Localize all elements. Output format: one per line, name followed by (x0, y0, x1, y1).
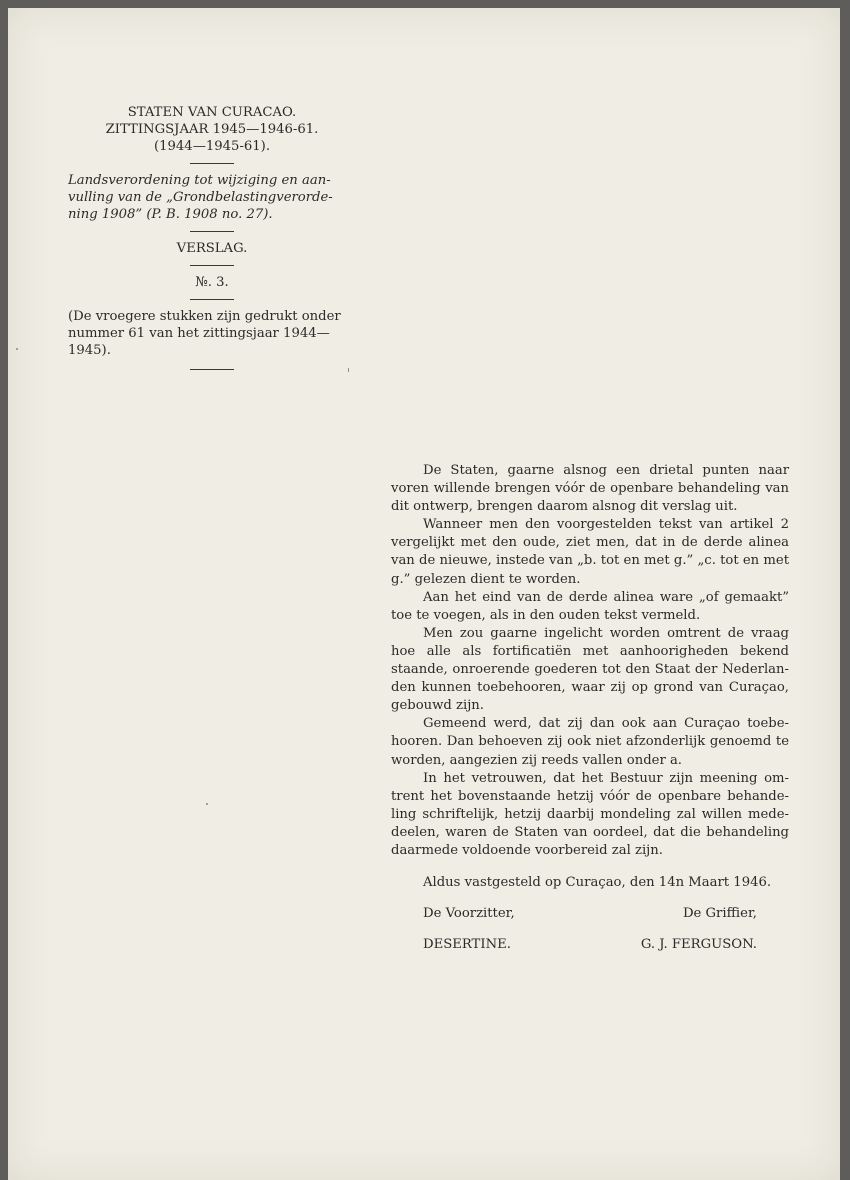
document-number: №. 3. (195, 275, 229, 290)
divider (190, 369, 234, 370)
signature-titles (391, 905, 789, 923)
ordinance-title-line: ning 1908” (P. B. 1908 no. 27). (68, 207, 273, 222)
text-line: toe te voegen, als in den ouden tekst vermeld. (391, 607, 701, 623)
paper-speck (206, 803, 208, 805)
text-line: van de nieuwe, instede van „b. tot en met g.” „c. tot en met (391, 553, 789, 569)
text-line: voren willende brengen vóór de openbare behandeling van (391, 481, 789, 497)
text-line: Gemeend werd, dat zij dan ook aan Curaçao toebe- (423, 716, 789, 732)
text-line: den kunnen toebehooren, waar zij op grond van Curaçao, (391, 680, 789, 696)
text-line: In het vetrouwen, dat het Bestuur zijn meening om- (423, 770, 789, 786)
text-line: g.” gelezen dient te worden. (391, 571, 581, 587)
text-line: worden, aangezien zij reeds vallen onder a. (391, 752, 683, 768)
clerk-name: G. J. FERGUSON. (640, 937, 757, 953)
text-line: vergelijkt met den oude, ziet men, dat in de derde alinea (391, 535, 789, 551)
paragraph (391, 462, 789, 516)
session-year-previous: (1944—1945-61). (153, 139, 271, 154)
text-line: ling schriftelijk, hetzij daarbij mondeling zal willen mede- (391, 806, 789, 822)
text-line: De Staten, gaarne alsnog een drietal punten naar (423, 463, 789, 478)
paragraph (391, 516, 789, 588)
signature-names (391, 936, 789, 954)
text-line: Aan het eind van de derde alinea ware „of gemaakt” (423, 589, 789, 605)
text-line: Wanneer men den voorgestelden tekst van artikel 2 (423, 517, 789, 533)
document-type: VERSLAG. (176, 241, 248, 256)
text-line: Men zou gaarne ingelicht worden omtrent de vraag (423, 625, 789, 641)
document-page (8, 8, 840, 1180)
divider (190, 231, 234, 232)
divider (190, 299, 234, 300)
text-line: gebouwd zijn. (391, 698, 484, 714)
paragraph (391, 770, 789, 860)
paragraph (391, 589, 789, 625)
clerk-title: De Griffier, (682, 906, 757, 922)
text-line: trent het bovenstaande hetzij vóór de openbare behande- (391, 788, 789, 804)
text-line: dit ontwerp, brengen daarom alsnog dit verslag uit. (391, 499, 738, 515)
chair-name: DESERTINE. (423, 937, 511, 953)
text-line: hoe alle als fortificatiën met aanhoorigheden bekend (391, 643, 789, 659)
text-line: deelen, waren de Staten van oordeel, dat die behandeling (391, 824, 789, 840)
paragraph (391, 625, 789, 715)
note-line: nummer 61 van het zittingsjaar 1944— (68, 326, 330, 341)
note-line: (De vroegere stukken zijn gedrukt onder (68, 309, 341, 324)
paper-speck (348, 368, 349, 372)
note-line: 1945). (68, 343, 111, 358)
ordinance-title-line: vulling van de „Grondbelastingverorde- (68, 190, 333, 205)
divider (190, 265, 234, 266)
divider (190, 163, 234, 164)
text-line: daarmede voldoende voorbereid zal zijn. (391, 842, 663, 858)
session-year: ZITTINGSJAAR 1945—1946-61. (105, 122, 319, 137)
adoption-statement: Aldus vastgesteld op Curaçao, den 14n Maart 1946. (423, 875, 772, 891)
text-line: staande, onroerende goederen tot den Staat der Nederlan- (391, 662, 789, 678)
paper-speck (16, 348, 18, 350)
paragraph (391, 715, 789, 769)
text-line: hooren. Dan behoeven zij ook niet afzonderlijk genoemd te (391, 734, 789, 750)
ordinance-title (68, 172, 356, 223)
assembly-name: STATEN VAN CURACAO. (127, 105, 297, 120)
ordinance-title-line: Landsverordening tot wijziging en aan- (68, 173, 331, 188)
previous-documents-note (68, 308, 356, 359)
header-block (68, 104, 356, 378)
chair-title: De Voorzitter, (423, 906, 515, 922)
report-body (391, 462, 789, 954)
